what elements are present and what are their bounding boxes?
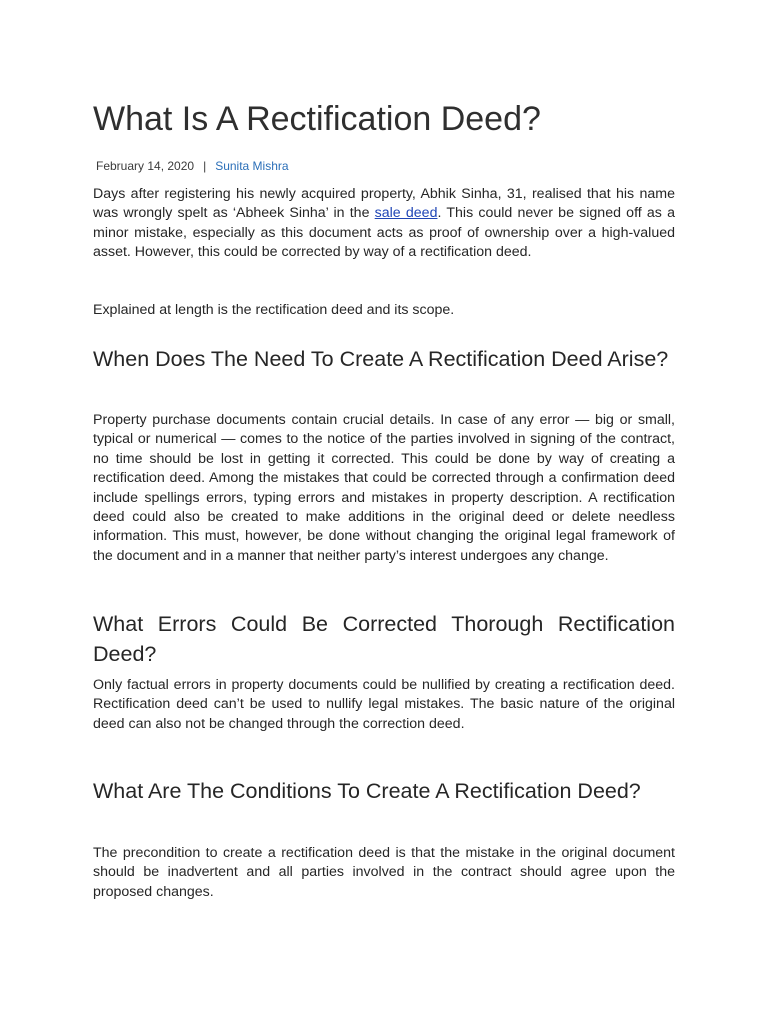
section-1 xyxy=(93,344,675,374)
meta-separator: | xyxy=(203,159,207,173)
section-3 xyxy=(93,776,675,806)
section-heading: When Does The Need To Create A Rectification Deed Arise? xyxy=(93,347,669,371)
section-paragraph: Only factual errors in property documents could be nullified by creating a rectification deed. Rectification deed can’t be used to nullify legal mistakes. The basic nature of the original deed can also not be changed through the correction deed. xyxy=(93,677,675,732)
section-paragraph: The precondition to create a rectification deed is that the mistake in the original document should be inadvertent and all parties involved in the contract should agree upon the proposed changes. xyxy=(93,845,675,900)
intro-block xyxy=(93,185,675,263)
publish-date: February 14, 2020 xyxy=(96,159,195,173)
page-title: What Is A Rectification Deed? xyxy=(93,100,541,138)
section-3-body xyxy=(93,844,675,902)
section-paragraph: Property purchase documents contain crucial details. In case of any error — big or small, typical or numerical — comes to the notice of the parties involved in signing of the contract, no time should be lost in getting it corrected. This could be done by way of creating a rectification deed. Among the mistakes that could be corrected through a confirmation deed include spellings errors, typing errors and mistakes in property description. A rectification deed could also be created to make additions in the original deed or delete needless information. This must, however, be done without changing the original legal framework of the document and in a manner that neither party’s interest undergoes any change. xyxy=(93,412,675,564)
section-1-body xyxy=(93,411,675,566)
intro-paragraph xyxy=(93,185,675,263)
section-2 xyxy=(93,609,675,669)
intro2-block xyxy=(93,301,675,320)
article-meta xyxy=(96,158,289,174)
section-2-body xyxy=(93,676,675,734)
author-link[interactable]: Sunita Mishra xyxy=(215,159,289,173)
section-heading: What Errors Could Be Corrected Thorough Rectification Deed? xyxy=(93,612,675,666)
sale-deed-link[interactable]: sale deed xyxy=(374,205,438,222)
intro-text-end: . This could never be signed off as a minor mistake, especially as this document acts as proof of ownership over a high-valued asset. However, this could be corrected by way of a rectification deed. xyxy=(93,205,675,261)
intro-text-start: Days after registering his newly acquired property, Abhik Sinha, 31, realised that his name was wrongly spelt as ‘Abheek Sinha’ in the xyxy=(93,186,675,222)
section-heading: What Are The Conditions To Create A Rectification Deed? xyxy=(93,779,641,803)
intro-paragraph-2: Explained at length is the rectification deed and its scope. xyxy=(93,302,455,318)
